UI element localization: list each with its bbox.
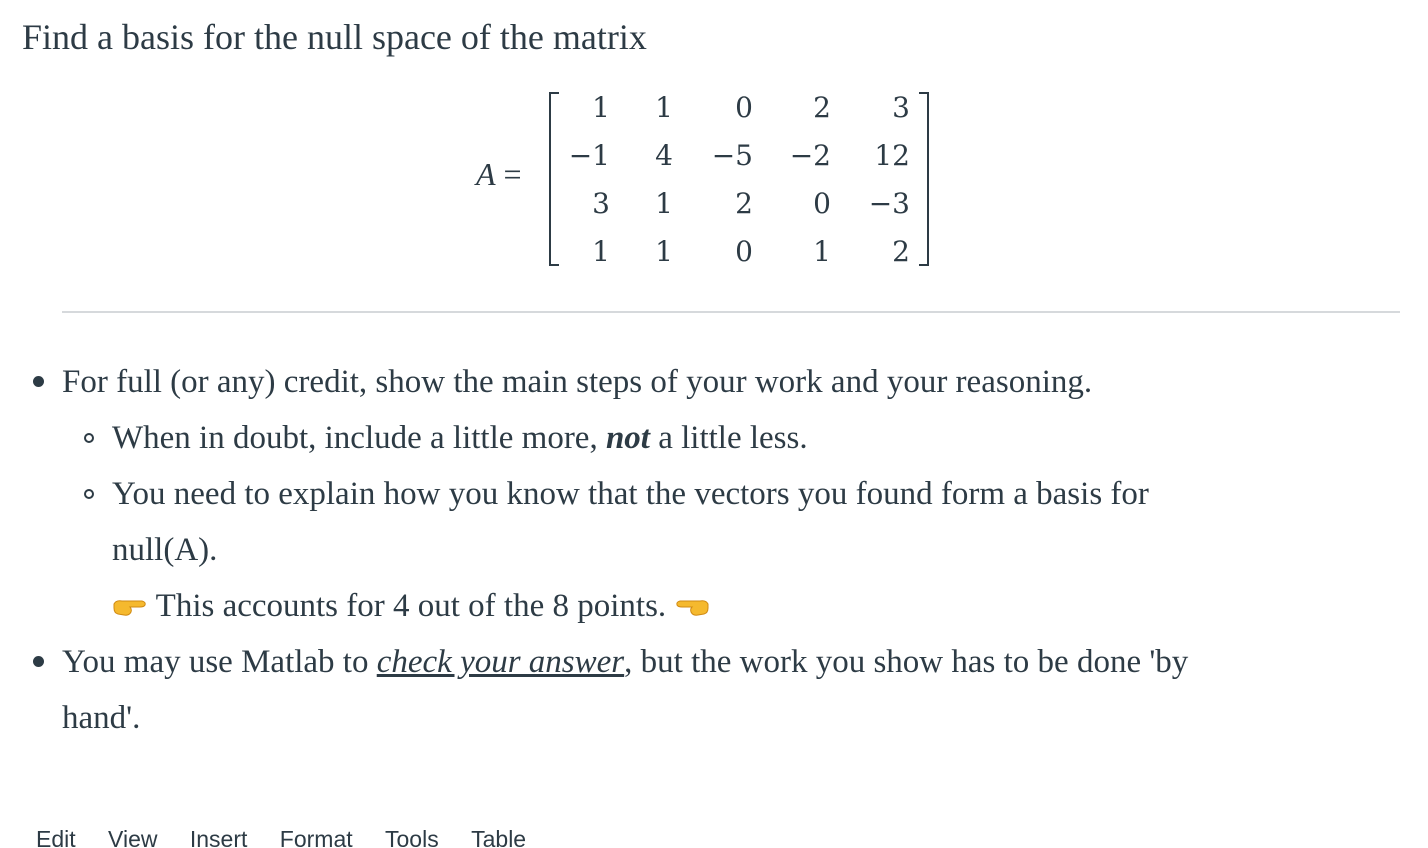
matrix-cell: 2 <box>892 235 910 268</box>
bullet-circle <box>84 433 94 443</box>
matrix-cell: −3 <box>868 187 910 220</box>
pointing-right-hand-icon <box>112 594 148 618</box>
menu-tools[interactable]: Tools <box>385 826 439 848</box>
matrix-cell: 12 <box>874 139 910 172</box>
divider <box>62 311 1400 313</box>
bullet-dot <box>33 656 44 667</box>
matrix-cell: 1 <box>655 187 673 220</box>
menu-view[interactable]: View <box>108 826 158 848</box>
bullet2-text-before: You may use Matlab to <box>62 644 377 680</box>
matrix-cell: −2 <box>789 139 831 172</box>
matrix-cell: 1 <box>655 235 673 268</box>
editor-menubar <box>36 826 552 848</box>
matrix-cell: 2 <box>813 91 831 124</box>
equals-sign: = <box>503 156 522 192</box>
points-note <box>112 586 710 626</box>
matrix-cell: 0 <box>735 235 753 268</box>
matrix-cell: 1 <box>592 235 610 268</box>
sub1-text-after: a little less. <box>649 420 808 456</box>
matrix-label <box>476 156 522 193</box>
matrix-cell: 1 <box>592 91 610 124</box>
bullet2-text-after: , but the work you show has to be done 'by <box>624 644 1189 680</box>
bullet-dot <box>33 376 44 387</box>
instruction-sub-2-line-2: null(A). <box>112 532 218 568</box>
matrix-cell: 1 <box>655 91 673 124</box>
instruction-sub-1 <box>112 418 808 458</box>
check-answer-link[interactable]: check your answer <box>376 644 625 680</box>
bullet-circle <box>84 489 94 499</box>
matrix-cell: 1 <box>813 235 831 268</box>
matrix-cell: 2 <box>735 187 753 220</box>
question-heading: Find a basis for the null space of the matrix <box>22 17 647 57</box>
points-note-text: This accounts for 4 out of the 8 points. <box>155 588 667 624</box>
sub1-text-before: When in doubt, include a little more, <box>112 420 606 456</box>
matrix-cell: 0 <box>813 187 831 220</box>
matrix-cell: −1 <box>568 139 610 172</box>
matrix-cell: −5 <box>711 139 753 172</box>
instruction-bullet-1: For full (or any) credit, show the main steps of your work and your reasoning. <box>62 364 1093 400</box>
matrix-cell: 0 <box>735 91 753 124</box>
menu-insert[interactable]: Insert <box>189 826 248 848</box>
menu-format[interactable]: Format <box>279 826 353 848</box>
menu-edit[interactable]: Edit <box>36 826 76 848</box>
matrix-cell: 3 <box>892 91 910 124</box>
instruction-bullet-2-line-2: hand'. <box>62 700 141 736</box>
instruction-bullet-2 <box>62 642 1188 682</box>
matrix-cell: 3 <box>592 187 610 220</box>
matrix-right-bracket <box>919 92 929 266</box>
matrix-name: A <box>476 156 496 192</box>
instruction-sub-2-line-1: You need to explain how you know that the vectors you found form a basis for <box>112 476 1149 512</box>
sub1-emphasis: not <box>605 420 650 456</box>
matrix-cell: 4 <box>655 139 673 172</box>
pointing-left-hand-icon <box>674 594 710 618</box>
menu-table[interactable]: Table <box>471 826 527 848</box>
